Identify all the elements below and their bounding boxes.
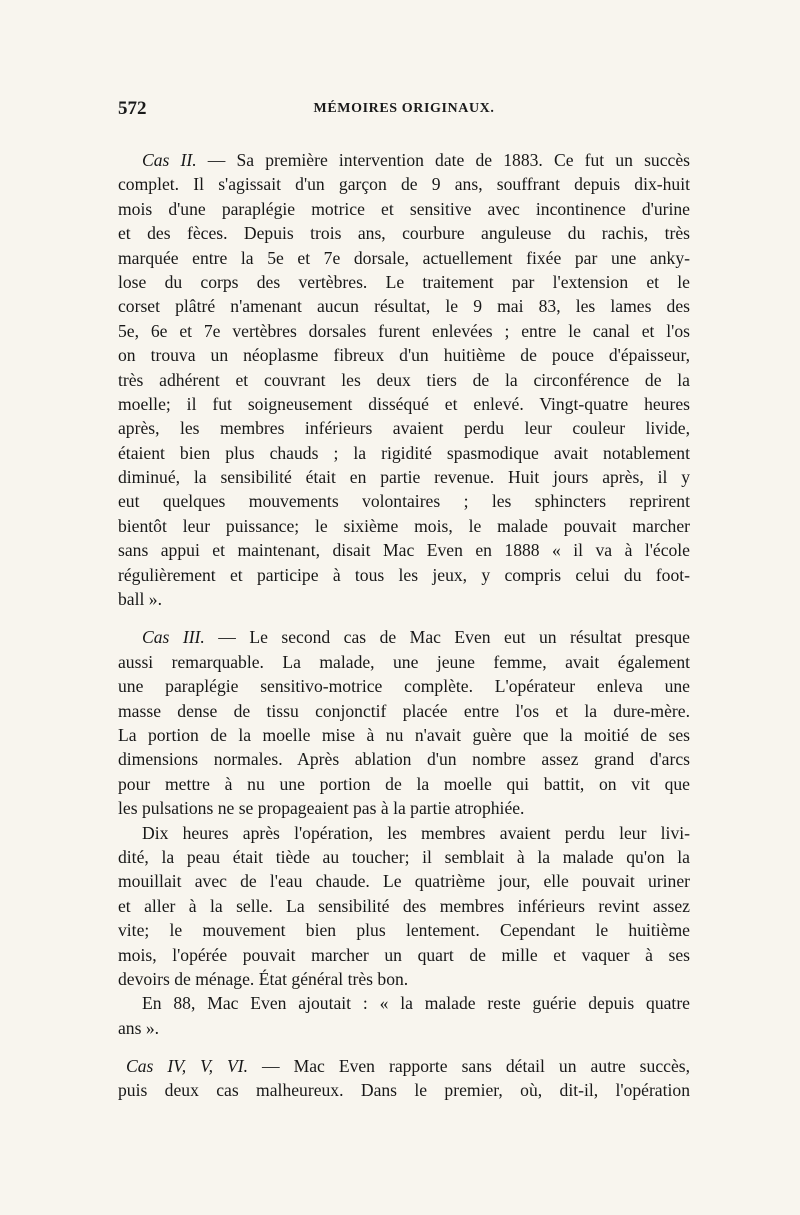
text-line bbox=[118, 747, 690, 771]
line-text: masse dense de tissu conjonctif placée entre l'os et la dure-mère. bbox=[118, 700, 690, 721]
paragraph bbox=[118, 625, 690, 1040]
line-text: une paraplégie sensitivo-motrice complète. L'opérateur enleva une bbox=[118, 676, 690, 697]
line-text: — Sa première intervention date de 1883. Ce fut un succès bbox=[196, 150, 690, 170]
line-text: mouillait avec de l'eau chaude. Le quatrième jour, elle pouvait uriner bbox=[118, 871, 690, 892]
text-line bbox=[118, 772, 690, 796]
body-text bbox=[118, 148, 690, 1103]
text-line bbox=[118, 197, 690, 221]
text-line bbox=[118, 943, 690, 967]
line-text: les pulsations ne se propageaient pas à la partie atrophiée. bbox=[118, 798, 525, 819]
line-text: 5e, 6e et 7e vertèbres dorsales furent enlevées ; entre le canal et l'os bbox=[118, 320, 690, 341]
line-text: — Mac Even rapporte sans détail un autre succès, bbox=[247, 1056, 690, 1077]
text-line bbox=[118, 1016, 690, 1040]
text-line bbox=[118, 563, 690, 587]
line-text: diminué, la sensibilité était en partie revenue. Huit jours après, il y bbox=[118, 467, 690, 488]
line-text: bientôt leur puissance; le sixième mois, le malade pouvait marcher bbox=[118, 515, 690, 536]
text-line bbox=[118, 918, 690, 942]
line-text: devoirs de ménage. État général très bon. bbox=[118, 968, 409, 989]
text-line bbox=[118, 821, 690, 845]
line-text: et des fèces. Depuis trois ans, courbure anguleuse du rachis, très bbox=[118, 223, 690, 244]
line-text: complet. Il s'agissait d'un garçon de 9 ans, souffrant depuis dix-huit bbox=[118, 174, 690, 195]
text-line bbox=[118, 246, 690, 270]
text-line bbox=[118, 148, 690, 172]
line-text: on trouva un néoplasme fibreux d'un huitième de pouce d'épaisseur, bbox=[118, 345, 690, 366]
text-line bbox=[118, 991, 690, 1015]
line-text: moelle; il fut soigneusement disséqué et enlevé. Vingt-quatre heures bbox=[118, 393, 690, 414]
line-text: La portion de la moelle mise à nu n'avait guère que la moitié de ses bbox=[118, 724, 690, 745]
text-line bbox=[118, 319, 690, 343]
line-text: corset plâtré n'amenant aucun résultat, le 9 mai 83, les lames des bbox=[118, 296, 690, 317]
line-text: eut quelques mouvements volontaires ; les sphincters reprirent bbox=[118, 491, 690, 512]
text-line bbox=[118, 967, 690, 991]
text-line bbox=[118, 221, 690, 245]
text-line bbox=[118, 674, 690, 698]
line-text: dimensions normales. Après ablation d'un nombre assez grand d'arcs bbox=[118, 749, 690, 770]
paragraph bbox=[118, 1054, 690, 1103]
line-text: sans appui et maintenant, disait Mac Even en 1888 « il va à l'école bbox=[118, 540, 690, 561]
text-line bbox=[118, 538, 690, 562]
line-text: étaient bien plus chauds ; la rigidité spasmodique avait notablement bbox=[118, 442, 690, 463]
line-text: En 88, Mac Even ajoutait : « la malade reste guérie depuis quatre bbox=[142, 993, 690, 1014]
line-text: puis deux cas malheureux. Dans le premier, où, dit-il, l'opération bbox=[118, 1080, 690, 1101]
text-line bbox=[118, 1078, 690, 1102]
text-line bbox=[118, 294, 690, 318]
line-text: Dix heures après l'opération, les membres avaient perdu leur livi- bbox=[142, 822, 690, 843]
text-line bbox=[118, 489, 690, 513]
line-text: marquée entre la 5e et 7e dorsale, actuellement fixée par une anky- bbox=[118, 247, 690, 268]
line-text: ans ». bbox=[118, 1017, 160, 1038]
line-text: après, les membres inférieurs avaient perdu leur couleur livide, bbox=[118, 418, 690, 439]
text-line bbox=[118, 796, 690, 820]
line-text: pour mettre à nu une portion de la moelle qui battit, on vit que bbox=[118, 773, 690, 794]
text-line bbox=[118, 441, 690, 465]
paragraph-gap bbox=[118, 611, 690, 625]
text-line bbox=[118, 723, 690, 747]
text-line bbox=[118, 392, 690, 416]
paragraph-gap bbox=[118, 1040, 690, 1054]
text-line bbox=[118, 465, 690, 489]
text-line bbox=[118, 1054, 690, 1078]
line-text: ball ». bbox=[118, 589, 162, 610]
line-text: régulièrement et participe à tous les jeux, y compris celui du foot- bbox=[118, 564, 690, 585]
text-line bbox=[118, 587, 690, 611]
line-text: lose du corps des vertèbres. Le traitement par l'extension et le bbox=[118, 271, 690, 292]
line-text: mois, l'opérée pouvait marcher un quart de mille et vaquer à ses bbox=[118, 944, 690, 965]
text-line bbox=[118, 699, 690, 723]
text-line bbox=[118, 368, 690, 392]
line-text: et aller à la selle. La sensibilité des membres inférieurs revint assez bbox=[118, 895, 690, 916]
text-line bbox=[118, 343, 690, 367]
text-line bbox=[118, 270, 690, 294]
page-number: 572 bbox=[118, 98, 147, 119]
case-heading: Cas II. bbox=[142, 150, 197, 170]
text-line bbox=[118, 514, 690, 538]
text-line bbox=[118, 625, 690, 649]
text-line bbox=[118, 172, 690, 196]
text-line bbox=[118, 869, 690, 893]
line-text: dité, la peau était tiède au toucher; il semblait à la malade qu'on la bbox=[118, 846, 690, 867]
line-text: aussi remarquable. La malade, une jeune femme, avait également bbox=[118, 651, 690, 672]
paragraph bbox=[118, 148, 690, 611]
text-line bbox=[118, 416, 690, 440]
text-line bbox=[118, 894, 690, 918]
running-head: MÉMOIRES ORIGINAUX. bbox=[313, 101, 495, 116]
text-line bbox=[118, 845, 690, 869]
text-line bbox=[118, 650, 690, 674]
line-text: mois d'une paraplégie motrice et sensitive avec incontinence d'urine bbox=[118, 198, 690, 219]
line-text: très adhérent et couvrant les deux tiers de la circonférence de la bbox=[118, 369, 690, 390]
case-heading: Cas IV, V, VI. bbox=[126, 1056, 248, 1077]
line-text: — Le second cas de Mac Even eut un résultat presque bbox=[204, 627, 690, 648]
page-header bbox=[118, 98, 690, 122]
line-text: vite; le mouvement bien plus lentement. Cependant le huitième bbox=[118, 920, 690, 941]
case-heading: Cas III. bbox=[142, 627, 205, 648]
